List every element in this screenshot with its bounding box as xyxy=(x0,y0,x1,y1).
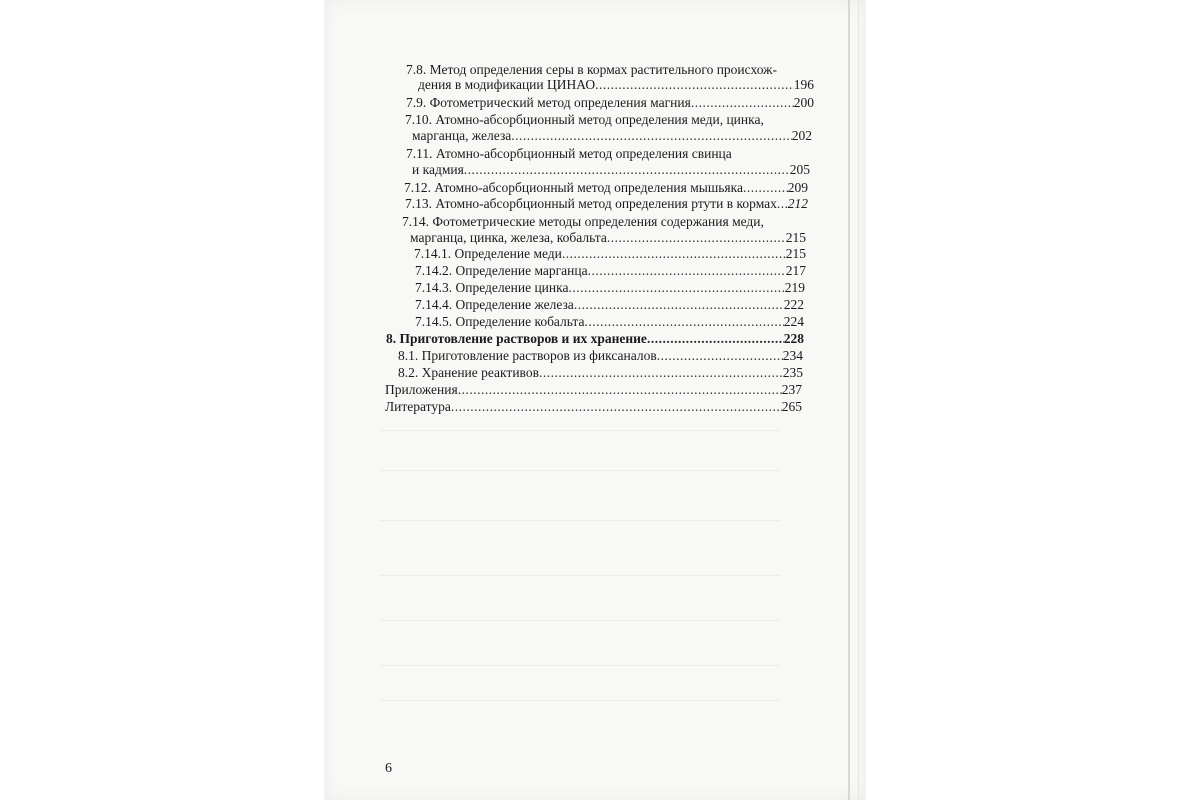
toc-entry-7-14-cont xyxy=(410,229,806,246)
toc-entry-text: 7.9. Фотометрический метод определения магния xyxy=(406,95,691,110)
toc-entry-text: Литература xyxy=(385,399,451,414)
toc-page-number: 202 xyxy=(791,128,812,143)
toc-entry-7-8-cont xyxy=(418,76,814,93)
toc-page-number: 209 xyxy=(787,180,808,195)
toc-entry-7-14-5 xyxy=(415,313,804,330)
toc-page-number: 234 xyxy=(782,348,803,363)
leader-dots xyxy=(562,245,786,262)
toc-entry-7-11 xyxy=(406,145,786,162)
toc-page-number: 235 xyxy=(782,365,803,380)
toc-page-number: 196 xyxy=(793,77,814,92)
toc-entry-7-14-1 xyxy=(414,245,806,262)
toc-entry-text: 8. Приготовление растворов и их хранение xyxy=(386,331,647,346)
toc-entry-text: 7.14.1. Определение меди xyxy=(414,246,562,261)
toc-entry-7-9 xyxy=(406,94,814,111)
toc-page-number: 228 xyxy=(783,331,804,346)
toc-page-number: 222 xyxy=(783,297,804,312)
toc-entry-text: марганца, цинка, железа, кобальта xyxy=(410,230,607,245)
toc-entry-7-13 xyxy=(405,195,808,212)
leader-dots xyxy=(539,364,783,381)
toc-entry-text: 7.12. Атомно-абсорбционный метод определения мышьяка xyxy=(404,180,743,195)
toc-entry-text: 7.14.2. Определение марганца xyxy=(415,263,588,278)
toc-entry-text: 7.14.4. Определение железа xyxy=(415,297,574,312)
leader-dots xyxy=(584,313,783,330)
leader-dots xyxy=(574,296,784,313)
toc-entry-8-1 xyxy=(398,347,803,364)
leader-dots xyxy=(464,161,790,178)
toc-page-number: 205 xyxy=(789,162,810,177)
toc-page-number: 200 xyxy=(793,95,814,110)
leader-dots xyxy=(691,94,794,111)
toc-entry-7-11-cont xyxy=(412,161,810,178)
toc-entry-text: дения в модификации ЦИНАО xyxy=(418,77,596,92)
page-number: 6 xyxy=(385,761,392,776)
leader-dots xyxy=(743,179,788,196)
leader-dots xyxy=(588,262,786,279)
toc-entry-text: и кадмия xyxy=(412,162,464,177)
toc-entry-7-10-cont xyxy=(412,127,812,144)
toc-entry-text: 7.8. Метод определения серы в кормах растительного происхож- xyxy=(406,62,777,77)
leader-dots xyxy=(647,330,784,347)
toc-entry-text: 8.1. Приготовление растворов из фиксаналов xyxy=(398,348,657,363)
leader-dots xyxy=(595,76,794,93)
leader-dots xyxy=(607,229,786,246)
toc-page-number: 212 xyxy=(787,196,808,211)
toc-page-number: 237 xyxy=(781,382,802,397)
toc-page-number: 215 xyxy=(785,230,806,245)
toc-page-number: 219 xyxy=(784,280,805,295)
leader-dots xyxy=(458,381,782,398)
toc-entry-7-14-4 xyxy=(415,296,804,313)
toc-entry-8-2 xyxy=(398,364,803,381)
toc-entry-text: 7.14.3. Определение цинка xyxy=(415,280,569,295)
toc-entry-literature xyxy=(385,398,802,415)
toc-entry-appendices xyxy=(385,381,802,398)
toc-entry-text: 7.10. Атомно-абсорбционный метод определения меди, цинка, xyxy=(405,112,764,127)
toc-page-number: 217 xyxy=(785,263,806,278)
toc-entry-text: 7.11. Атомно-абсорбционный метод определения свинца xyxy=(406,146,732,161)
toc-page-number: 224 xyxy=(783,314,804,329)
toc-entry-text: 8.2. Хранение реактивов xyxy=(398,365,539,380)
toc-entry-text: 7.13. Атомно-абсорбционный метод определения ртути в кормах xyxy=(405,196,777,211)
toc-entry-7-14-3 xyxy=(415,279,805,296)
toc-entry-text: марганца, железа xyxy=(412,128,512,143)
toc-entry-7-12 xyxy=(404,179,808,196)
toc-entry-text: 7.14. Фотометрические методы определения содержания меди, xyxy=(402,214,764,229)
toc-page-number: 265 xyxy=(781,399,802,414)
toc-entry-7-10 xyxy=(405,111,805,128)
leader-dots xyxy=(451,398,782,415)
leader-dots xyxy=(511,127,791,144)
toc-entry-text: Приложения xyxy=(385,382,458,397)
leader-dots xyxy=(777,195,788,212)
toc-entry-8 xyxy=(386,330,804,347)
toc-entry-7-14 xyxy=(402,213,802,230)
leader-dots xyxy=(657,347,783,364)
leader-dots xyxy=(568,279,784,296)
toc-entry-7-14-2 xyxy=(415,262,806,279)
toc-entry-text: 7.14.5. Определение кобальта xyxy=(415,314,585,329)
toc-page-number: 215 xyxy=(785,246,806,261)
